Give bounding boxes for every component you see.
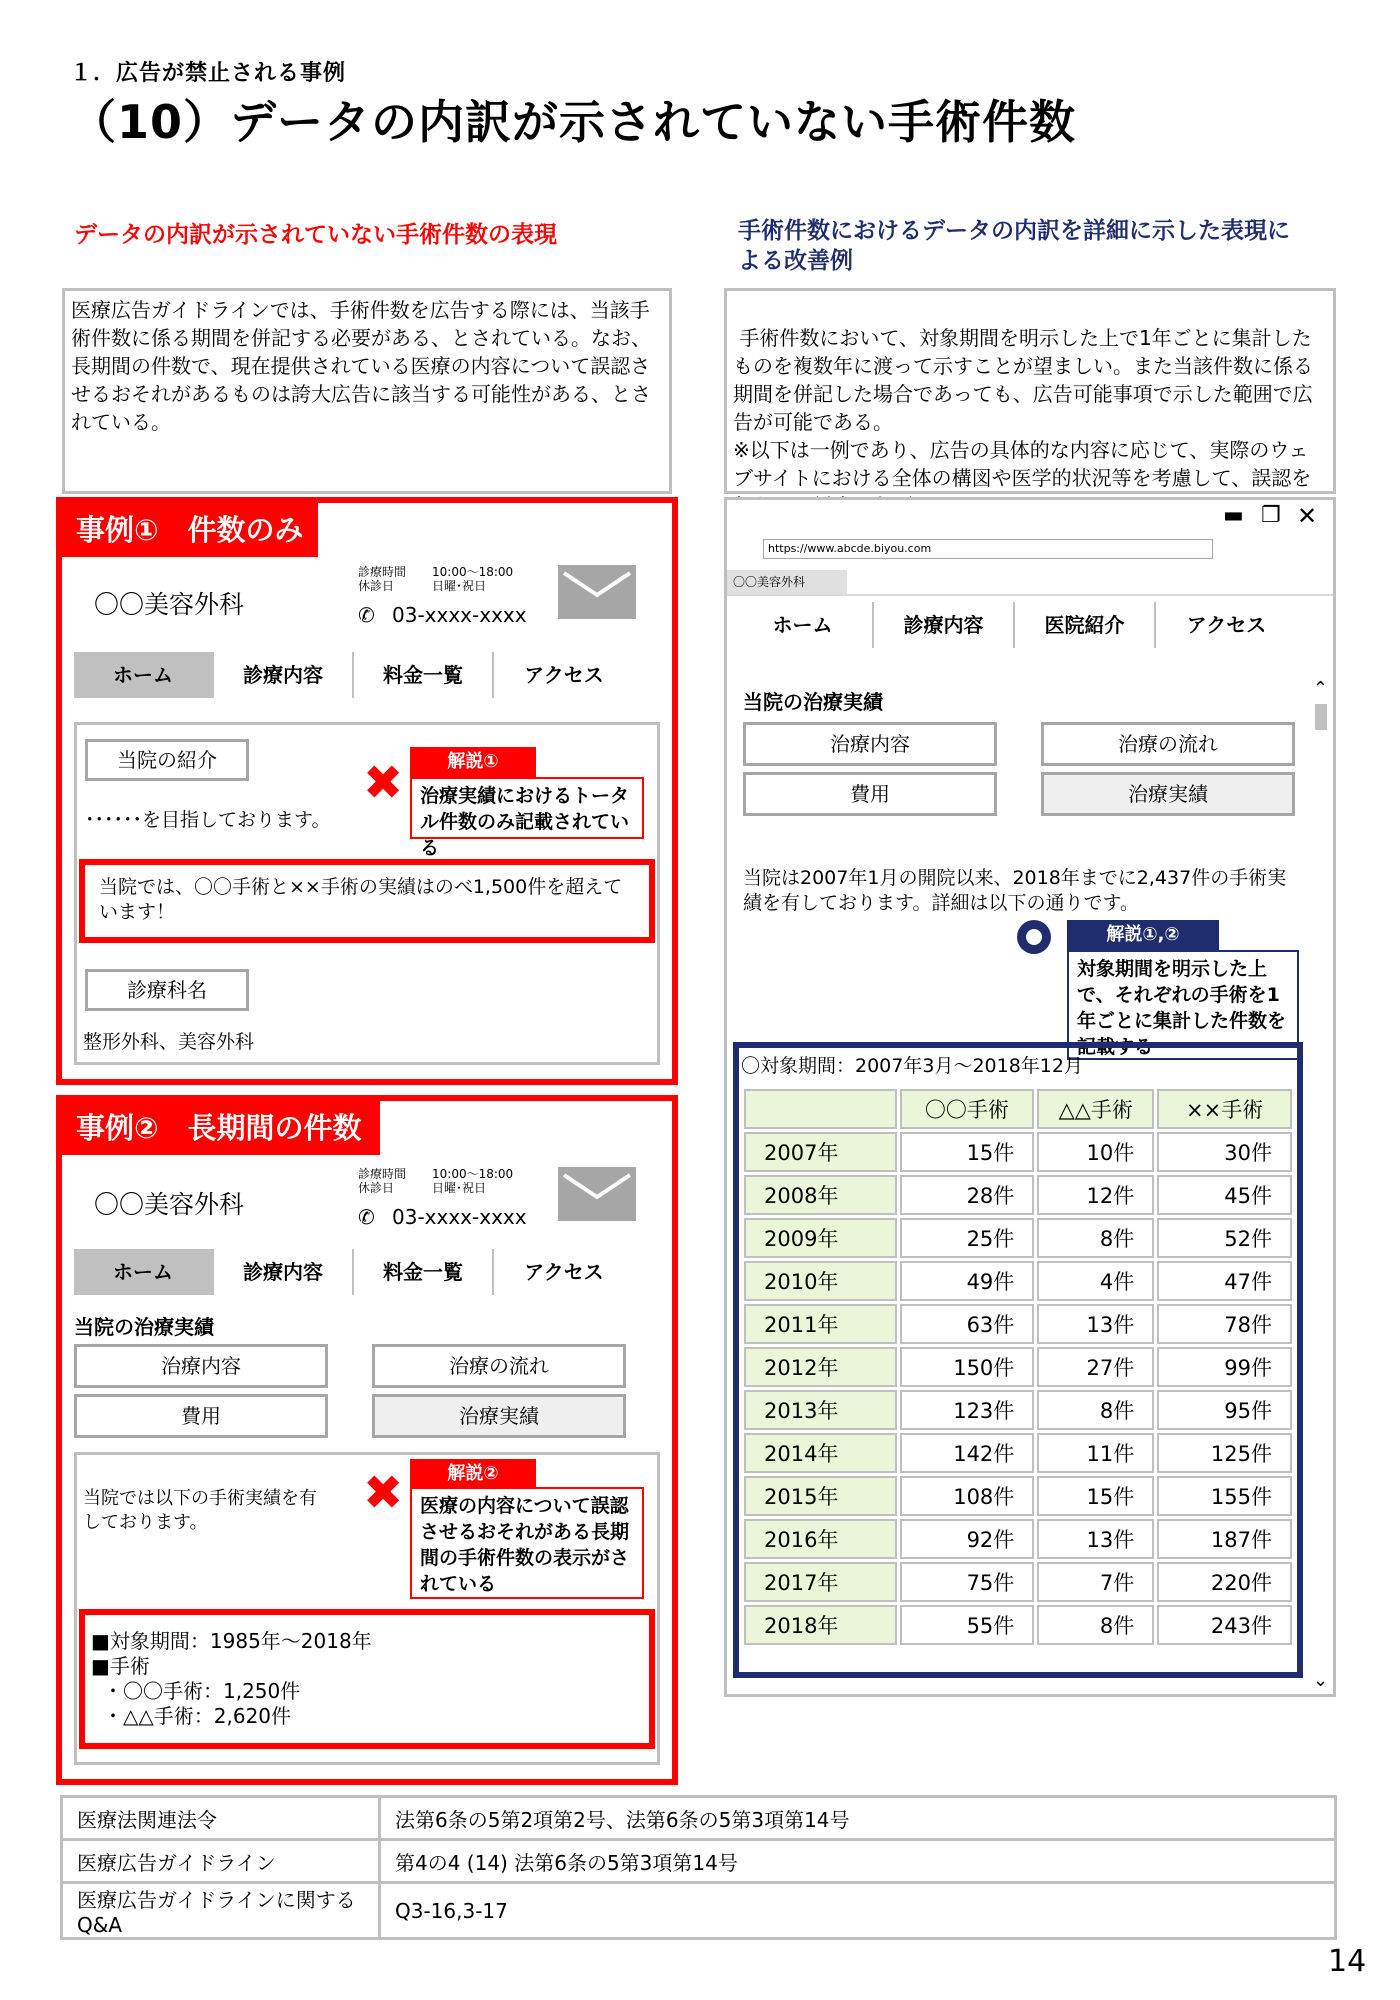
- phone-icon: ✆: [358, 603, 375, 627]
- count-cell: 7件: [1037, 1562, 1154, 1602]
- nav-services[interactable]: 診療内容: [874, 602, 1015, 648]
- section-title: 当院の治療実績: [743, 690, 883, 714]
- department-text: 整形外科、美容外科: [83, 1031, 255, 1053]
- nav-about[interactable]: 医院紹介: [1015, 602, 1156, 648]
- year-cell: 2008年: [744, 1175, 897, 1215]
- year-cell: 2014年: [744, 1433, 897, 1473]
- year-cell: 2012年: [744, 1347, 897, 1387]
- count-cell: 95件: [1157, 1390, 1292, 1430]
- phone-number: 03-xxxx-xxxx: [392, 603, 527, 627]
- right-heading: 手術件数におけるデータの内訳を詳細に示した表現による改善例: [738, 218, 1290, 274]
- year-cell: 2010年: [744, 1261, 897, 1301]
- count-cell: 25件: [900, 1218, 1035, 1258]
- highlight-box: 当院では、〇〇手術と××手術の実績はのべ1,500件を超えています！: [79, 859, 655, 943]
- ok-circle-icon: [1017, 920, 1051, 954]
- results-table: [741, 1086, 1295, 1648]
- list-item: ・〇〇手術：1,250件: [103, 1679, 301, 1703]
- note1-callout: 治療実績におけるトータル件数のみ記載されている: [410, 777, 644, 839]
- nav-home[interactable]: ホーム: [74, 652, 214, 698]
- phone-icon: ✆: [358, 1205, 375, 1229]
- left-intro-text: 医療広告ガイドラインでは、手術件数を広告する際には、当該手術件数に係る期間を併記する必要がある、とされている。なお、長期間の件数で、現在提供されている医療の内容について誤認させるおそれがあるものは誇大広告に該当する可能性がある、とされている。: [71, 298, 651, 434]
- nav-home[interactable]: ホーム: [733, 602, 874, 648]
- column-header: △△手術: [1037, 1089, 1154, 1129]
- section-label: １．広告が禁止される事例: [70, 61, 347, 86]
- close-icon[interactable]: ✕: [1297, 502, 1318, 530]
- table-row: [744, 1304, 1292, 1344]
- results-button[interactable]: 治療実績: [372, 1394, 626, 1438]
- table-row: [744, 1390, 1292, 1430]
- count-cell: 187件: [1157, 1519, 1292, 1559]
- column-header: [744, 1089, 897, 1129]
- table-header-row: [744, 1089, 1292, 1129]
- count-cell: 55件: [900, 1605, 1035, 1645]
- count-cell: 11件: [1037, 1433, 1154, 1473]
- nav-access[interactable]: アクセス: [524, 1260, 604, 1284]
- year-cell: 2016年: [744, 1519, 897, 1559]
- mail-icon[interactable]: [558, 1167, 636, 1221]
- tab-divider: [727, 594, 1333, 596]
- ref-value: 第4の4 (14) 法第6条の5第3項第14号: [380, 1840, 1336, 1883]
- count-cell: 92件: [900, 1519, 1035, 1559]
- count-cell: 27件: [1037, 1347, 1154, 1387]
- count-cell: 28件: [900, 1175, 1035, 1215]
- nav-home[interactable]: ホーム: [74, 1249, 214, 1295]
- count-cell: 8件: [1037, 1218, 1154, 1258]
- page-number: 14: [1328, 1944, 1367, 1979]
- year-cell: 2013年: [744, 1390, 897, 1430]
- hours-value: 10:00～18:00 日曜･祝日: [432, 1167, 514, 1195]
- hours-label: 診療時間 休診日: [358, 565, 407, 593]
- column-header: 〇〇手術: [900, 1089, 1035, 1129]
- year-cell: 2017年: [744, 1562, 897, 1602]
- nav-prices[interactable]: 料金一覧: [354, 652, 494, 698]
- count-cell: 150件: [900, 1347, 1035, 1387]
- table-row: [744, 1562, 1292, 1602]
- treatment-button[interactable]: 治療内容: [74, 1344, 328, 1388]
- period-text: 〇対象期間：2007年3月～2018年12月: [741, 1055, 1083, 1077]
- left-heading: データの内訳が示されていない手術件数の表現: [74, 222, 557, 248]
- period-box: [79, 1609, 655, 1749]
- phone-number: 03-xxxx-xxxx: [392, 1205, 527, 1229]
- table-row: [744, 1261, 1292, 1301]
- year-cell: 2007年: [744, 1132, 897, 1172]
- count-cell: 75件: [900, 1562, 1035, 1602]
- count-cell: 47件: [1157, 1261, 1292, 1301]
- scroll-up-icon[interactable]: ⌃: [1313, 678, 1329, 699]
- department-button[interactable]: 診療科名: [85, 969, 249, 1011]
- cross-icon: ✖: [363, 1465, 404, 1521]
- nav-services[interactable]: 診療内容: [214, 652, 354, 698]
- flow-button[interactable]: 治療の流れ: [372, 1344, 626, 1388]
- list-item: ・△△手術：2,620件: [103, 1704, 292, 1728]
- ref-label: 医療法関連法令: [62, 1797, 380, 1840]
- case1-frame: [56, 497, 678, 1085]
- clinic-name: 〇〇美容外科: [94, 1190, 245, 1219]
- nav-services[interactable]: 診療内容: [214, 1249, 354, 1295]
- body-text: 当院では以下の手術実績を有しております。: [83, 1488, 317, 1533]
- about-text: ･･････を目指しております。: [85, 809, 331, 831]
- case2-content: [74, 1452, 660, 1765]
- count-cell: 8件: [1037, 1605, 1154, 1645]
- year-cell: 2009年: [744, 1218, 897, 1258]
- clinic-name: 〇〇美容外科: [94, 590, 245, 619]
- cost-button[interactable]: 費用: [743, 772, 997, 816]
- note2-tag: 解説②: [410, 1459, 536, 1489]
- right-intro-text: 手術件数において、対象期間を明示した上で1年ごとに集計したものを複数年に渡って示すことが望ましい。また当該件数に係る期間を併記した場合であっても、広告可能事項で示した範囲で広告が可能である。 ※以下は一例であり、広告の具体的な内容に応じて、実際のウェブサイトにおける全体の構図や医学的状況等を考慮して、誤認を: [733, 326, 1313, 490]
- references: [60, 1795, 1337, 1940]
- note1-tag: 解説①: [410, 747, 536, 777]
- browser-nav: [733, 602, 1297, 648]
- case1-label: 事例① 件数のみ: [62, 503, 318, 557]
- list-item: ■対象期間：1985年～2018年: [91, 1629, 372, 1653]
- left-intro-box: [62, 288, 672, 494]
- table-row: [744, 1347, 1292, 1387]
- table-row: [744, 1175, 1292, 1215]
- about-button[interactable]: 当院の紹介: [85, 739, 249, 781]
- hours-value: 10:00～18:00 日曜･祝日: [432, 565, 514, 593]
- case2-nav: [74, 1249, 634, 1295]
- treatment-button[interactable]: 治療内容: [743, 722, 997, 766]
- year-cell: 2011年: [744, 1304, 897, 1344]
- count-cell: 123件: [900, 1390, 1035, 1430]
- count-cell: 49件: [900, 1261, 1035, 1301]
- count-cell: 63件: [900, 1304, 1035, 1344]
- count-cell: 12件: [1037, 1175, 1154, 1215]
- column-header: ××手術: [1157, 1089, 1292, 1129]
- table-row: [744, 1519, 1292, 1559]
- scrollbar-thumb[interactable]: [1315, 704, 1327, 730]
- list-item: ■手術: [91, 1654, 150, 1678]
- ref-value: Q3-16,3-17: [380, 1883, 1336, 1939]
- count-cell: 13件: [1037, 1519, 1154, 1559]
- nav-access[interactable]: アクセス: [524, 663, 604, 687]
- table-row: [744, 1433, 1292, 1473]
- browser-window: [724, 497, 1336, 1697]
- count-cell: 99件: [1157, 1347, 1292, 1387]
- year-cell: 2018年: [744, 1605, 897, 1645]
- count-cell: 4件: [1037, 1261, 1154, 1301]
- count-cell: 78件: [1157, 1304, 1292, 1344]
- count-cell: 142件: [900, 1433, 1035, 1473]
- count-cell: 10件: [1037, 1132, 1154, 1172]
- table-row: [744, 1476, 1292, 1516]
- case1-nav: [74, 652, 634, 698]
- table-row: [744, 1218, 1292, 1258]
- count-cell: 220件: [1157, 1562, 1292, 1602]
- note2-callout: 医療の内容について誤認させるおそれがある長期間の手術件数の表示がされている: [410, 1487, 644, 1599]
- ref-value: 法第6条の5第2項第2号、法第6条の5第3項第14号: [380, 1797, 1336, 1840]
- minimize-icon[interactable]: ▬: [1223, 503, 1244, 528]
- count-cell: 155件: [1157, 1476, 1292, 1516]
- body-text: 当院は2007年1月の開院以来、2018年までに2,437件の手術実績を有しております。詳細は以下の通りです。: [743, 867, 1287, 914]
- case2-frame: [56, 1095, 678, 1785]
- results-table-box: [733, 1042, 1303, 1678]
- table-row: [62, 1840, 1336, 1883]
- count-cell: 52件: [1157, 1218, 1292, 1258]
- case1-content: [74, 722, 660, 1065]
- table-row: [62, 1883, 1336, 1939]
- count-cell: 15件: [1037, 1476, 1154, 1516]
- nav-prices[interactable]: 料金一覧: [354, 1249, 494, 1295]
- restore-icon[interactable]: ❐: [1261, 503, 1281, 528]
- browser-tab[interactable]: 〇〇美容外科: [727, 570, 847, 594]
- count-cell: 30件: [1157, 1132, 1292, 1172]
- hours-label: 診療時間 休診日: [358, 1167, 407, 1195]
- cross-icon: ✖: [363, 755, 404, 811]
- results-button[interactable]: 治療実績: [1041, 772, 1295, 816]
- count-cell: 8件: [1037, 1390, 1154, 1430]
- count-cell: 15件: [900, 1132, 1035, 1172]
- right-intro-box: [724, 288, 1336, 494]
- case2-label: 事例② 長期間の件数: [62, 1101, 380, 1155]
- flow-button[interactable]: 治療の流れ: [1041, 722, 1295, 766]
- count-cell: 243件: [1157, 1605, 1292, 1645]
- year-cell: 2015年: [744, 1476, 897, 1516]
- section-title: 当院の治療実績: [74, 1315, 214, 1339]
- nav-access[interactable]: アクセス: [1186, 613, 1267, 637]
- count-cell: 125件: [1157, 1433, 1292, 1473]
- mail-icon[interactable]: [558, 565, 636, 619]
- cost-button[interactable]: 費用: [74, 1394, 328, 1438]
- note3-callout: 対象期間を明示した上で、それぞれの手術を1年ごとに集計した件数を記載する: [1067, 950, 1299, 1060]
- scroll-down-icon[interactable]: ⌄: [1313, 1670, 1329, 1691]
- count-cell: 108件: [900, 1476, 1035, 1516]
- note3-tag: 解説①,②: [1067, 920, 1219, 950]
- table-row: [744, 1132, 1292, 1172]
- url-bar[interactable]: https://www.abcde.biyou.com: [763, 539, 1213, 559]
- count-cell: 13件: [1037, 1304, 1154, 1344]
- table-row: [62, 1797, 1336, 1840]
- ref-label: 医療広告ガイドライン: [62, 1840, 380, 1883]
- ref-label: 医療広告ガイドラインに関するQ&A: [62, 1883, 380, 1939]
- table-row: [744, 1605, 1292, 1645]
- page-title: （10）データの内訳が示されていない手術件数: [70, 95, 1077, 149]
- count-cell: 45件: [1157, 1175, 1292, 1215]
